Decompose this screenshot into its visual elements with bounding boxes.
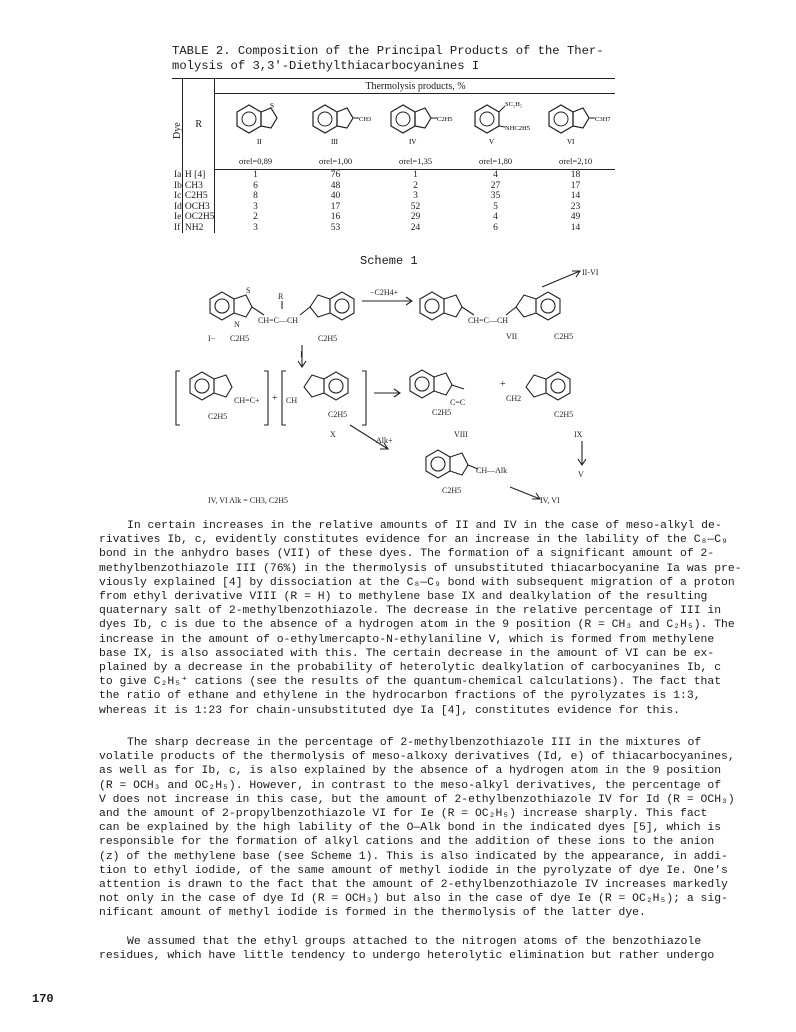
page-number: 170 [32, 992, 54, 1006]
structure-IV [375, 94, 455, 154]
cell-value: 52 [410, 201, 421, 212]
cell-r: H [4] [182, 170, 215, 181]
scheme-title: Scheme 1 [360, 254, 418, 268]
reaction-scheme [150, 265, 620, 515]
paragraph-3 [99, 935, 715, 963]
label-et-8: C2H5 [442, 486, 462, 495]
label-ch2: CH2 [506, 394, 522, 403]
cell-value: 29 [410, 212, 421, 222]
label-alk: Alk+ [376, 436, 393, 445]
text-line: In certain increases in the relative amounts of II and IV in the case of meso-alkyl de- [127, 520, 722, 532]
text-line: whereas it is 1:23 for chain-unsubstituted dye Ia [4], constitutes evidence for this. [99, 704, 681, 717]
cell-dye: If [172, 223, 182, 234]
cell-r: CH3 [182, 181, 215, 192]
text-line: The sharp decrease in the percentage of 2-methylbenzothiazole III in the mixtures of [127, 737, 702, 749]
text-line: volatile products of the thermolysis of meso-alkoxy derivatives (Id, e) of thiacarbocyanines, [99, 751, 735, 764]
cell-value: 3 [253, 222, 258, 233]
cell-value: 53 [330, 222, 341, 233]
ring-s-label: S [270, 102, 275, 110]
r-header: R [182, 79, 215, 170]
cell-dye: Ic [174, 191, 182, 201]
sigma-V: σrel=1,80 [455, 153, 535, 170]
cell-value: 1 [413, 170, 418, 180]
substituent-III: CH3 [359, 116, 372, 123]
label-ch: CH [286, 396, 298, 405]
cell-value: 2 [413, 180, 418, 191]
table-caption [172, 44, 612, 74]
label-II-VI: II-VI [582, 268, 599, 277]
text-line: rivatives Ib, c, evidently constitutes evidence for an increase in the lability of the C₈—C₉ [99, 534, 728, 547]
dye-header-cell [172, 79, 182, 170]
label-et-3: C2H5 [554, 332, 574, 341]
text-line: bond in the anhydro bases (VII) of these dyes. The formation of a significant amount of 2- [99, 548, 715, 561]
cell-value: 8 [253, 191, 258, 201]
table-row [172, 170, 615, 181]
svg-text:+: + [500, 379, 506, 390]
text-line: nificant amount of methyl iodide is formed in the thermolysis of the latter dye. [99, 907, 646, 920]
table-row [172, 202, 615, 213]
cell-value: 16 [330, 212, 341, 222]
label-ch-alk: CH—Alk [476, 466, 508, 475]
label-IX: IX [574, 430, 583, 439]
label-ch-c: CH=C+ [234, 396, 260, 405]
text-line: tion to ethyl iodide, of the same amount of methyl iodide in the pyrolyzate of dye Ie. One's [99, 864, 728, 877]
cell-r: OCH3 [182, 202, 215, 213]
text-line: quaternary salt of 2-methylbenzothiazole. The decrease in the relative percentage of III in [99, 605, 722, 618]
text-line: from ethyl derivative VIII (R = H) to methylene base IX and dealkylation of the resulting [99, 591, 708, 604]
label-VIII: VIII [454, 430, 468, 439]
svg-text:SC₂H₅: SC₂H₅ [505, 101, 523, 108]
label-ch-c-ch-2: CH=C—CH [468, 316, 509, 325]
cell-dye: Ie [174, 212, 182, 222]
text-line: V does not increase in this case, but the amount of 2-ethylbenzothiazole IV for Id (R = OCH₃) [99, 793, 735, 806]
cell-value: 35 [490, 191, 501, 201]
label-et-1: C2H5 [230, 334, 250, 343]
text-line: attention is drawn to the fact that the amount of 2-ethylbenzothiazole IV increases markedly [99, 879, 728, 892]
table-row [172, 212, 615, 223]
col-roman-II: II [257, 138, 263, 146]
cell-value: 6 [493, 222, 498, 233]
text-line: plained by a decrease in the probability of heterolytic dealkylation of carbocyanines Ib, c [99, 662, 722, 675]
text-line: dyes Ib, c is due to the absence of a hydrogen atom in the 9 position (R = CH₃ and C₂H₅). The [99, 619, 735, 632]
text-line: to give C₂H₅⁺ cations (see the results of the quantum-chemical calculations). The fact that [99, 676, 722, 689]
cell-value: 49 [570, 212, 581, 222]
col-roman-III: III [331, 138, 339, 146]
cell-value: 4 [493, 212, 498, 222]
sigma-IV: σrel=1,35 [375, 153, 455, 170]
cell-value: 18 [570, 170, 581, 180]
text-line: (R = OCH₃ and OC₂H₅). However, in contrast to the meso-alkyl derivatives, the percentage of [99, 779, 722, 792]
label-alk-note: IV, VI Alk = CH3, C2H5 [208, 496, 289, 505]
text-line: (z) of the methylene base (see Scheme 1). This is also indicated by the appearance, in addi- [99, 850, 728, 863]
label-IV-VI: IV, VI [540, 496, 560, 505]
text-line: viously explained [4] by dissociation at the C₈—C₉ bond with subsequent migration of a proton [99, 576, 735, 589]
cell-value: 24 [410, 222, 421, 233]
label-iodide: I− [208, 334, 216, 343]
label-I: I [300, 350, 303, 359]
products-group-header: Thermolysis products, % [215, 79, 616, 94]
label-elim: −C2H4+ [370, 288, 399, 297]
svg-text:+: + [272, 393, 278, 404]
dye-header: Dye [172, 122, 183, 139]
label-c-eq-c: C=C [450, 398, 466, 407]
text-line: not only in the case of dye Id (R = OCH₃) but also in the case of dye Ie (R = OC₂H₅); a sig- [99, 893, 728, 906]
cell-value: 17 [330, 201, 341, 212]
table-row [172, 181, 615, 192]
structure-V [455, 94, 535, 154]
sigma-III: σrel=1,00 [295, 153, 375, 170]
cell-value: 40 [330, 191, 341, 201]
label-n: N [234, 320, 240, 329]
cell-value: 4 [493, 170, 498, 180]
cell-value: 3 [253, 201, 258, 212]
structure-II [215, 94, 296, 154]
text-line: can be explained by the high lability of the O—Alk bond in the indicated dyes [5], which is [99, 822, 722, 835]
cell-value: 17 [570, 180, 581, 191]
cell-r: C2H5 [182, 191, 215, 202]
cell-dye: Id [174, 201, 182, 212]
table-row [172, 191, 615, 202]
structure-III [295, 94, 375, 154]
label-et-6: C2H5 [432, 408, 452, 417]
label-et-7: C2H5 [554, 410, 574, 419]
label-X: X [330, 430, 336, 439]
label-et-2: C2H5 [318, 334, 338, 343]
label-et-5: C2H5 [328, 410, 348, 419]
sigma-II: σrel=0,89 [215, 153, 296, 170]
sigma-VI: σrel=2,10 [535, 153, 615, 170]
paragraph-2 [99, 736, 735, 921]
cell-dye: Ib [174, 180, 182, 191]
label-r: R [278, 292, 284, 301]
caption-line-1: TABLE 2. Composition of the Principal Products of the Ther- [172, 44, 604, 58]
text-line: residues, which have little tendency to undergo heterolytic elimination but rather undergo [99, 950, 715, 963]
text-line: responsible for the formation of alkyl cations and the addition of these ions to the anion [99, 836, 715, 849]
cell-value: 14 [570, 222, 581, 233]
substituent-V: NHC2H5 [505, 125, 531, 132]
text-line: as well as for Ib, c, is also explained by the absence of a hydrogen atom in the 9 position [99, 765, 722, 778]
cell-value: 2 [253, 212, 258, 222]
caption-line-2: molysis of 3,3'-Diethylthiacarbocyanines I [172, 59, 480, 73]
composition-table [172, 78, 615, 233]
cell-value: 1 [253, 170, 258, 180]
label-s: S [246, 286, 251, 295]
structure-VI [535, 94, 615, 154]
cell-value: 23 [570, 201, 581, 212]
col-roman-VI: VI [567, 138, 575, 146]
cell-value: 14 [570, 191, 581, 201]
cell-value: 48 [330, 180, 341, 191]
substituent-IV: C2H5 [437, 116, 454, 123]
text-line: base IX, is also associated with this. The certain decrease in the amount of VI can be ex- [99, 647, 715, 660]
text-line: methylbenzothiazole III (76%) in the thermolysis of unsubstituted thiacarbocyanine Ia was pre- [99, 562, 742, 575]
cell-value: 5 [493, 201, 498, 212]
cell-r: OC2H5 [182, 212, 215, 223]
cell-value: 6 [253, 180, 258, 191]
label-VII: VII [506, 332, 518, 341]
label-et-4: C2H5 [208, 412, 228, 421]
cell-r: NH2 [182, 223, 215, 234]
cell-dye: Ia [174, 169, 182, 180]
text-line: increase in the amount of o-ethylmercapto-N-ethylaniline V, which is formed from methylene [99, 633, 715, 646]
substituent-VI: C3H7 [595, 116, 612, 123]
label-V: V [578, 470, 584, 479]
table-row [172, 223, 615, 234]
label-ch-c-ch: CH=C—CH [258, 316, 299, 325]
col-roman-IV: IV [409, 138, 417, 146]
text-line: and the amount of 2-propylbenzothiazole VI for Ie (R = OC₂H₅) increase sharply. This fact [99, 808, 708, 821]
paragraph-1 [99, 519, 742, 718]
text-line: the ratio of ethane and ethylene in the hydrocarbon fractions of the pyrolyzates is 1:3, [99, 690, 701, 703]
cell-value: 27 [490, 180, 501, 191]
text-line: We assumed that the ethyl groups attached to the nitrogen atoms of the benzothiazole [127, 936, 702, 948]
cell-value: 3 [413, 191, 418, 201]
col-roman-V: V [489, 138, 495, 146]
cell-value: 76 [330, 170, 341, 180]
